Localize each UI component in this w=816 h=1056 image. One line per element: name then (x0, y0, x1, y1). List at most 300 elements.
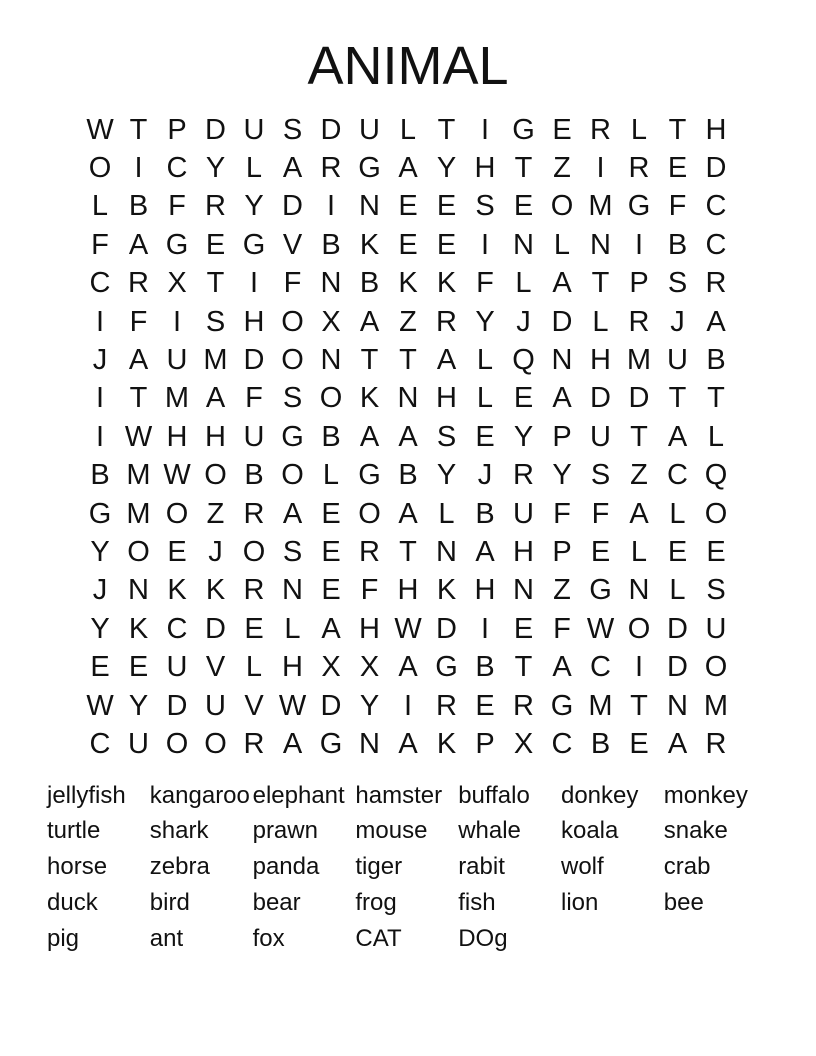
grid-letter[interactable]: F (553, 612, 571, 645)
grid-letter[interactable]: A (282, 152, 303, 185)
grid-letter[interactable]: E (513, 190, 534, 223)
grid-letter[interactable]: B (706, 344, 726, 377)
grid-letter[interactable]: E (513, 382, 534, 415)
grid-letter[interactable]: Y (90, 612, 110, 645)
grid-letter[interactable]: W (86, 113, 114, 146)
grid-letter[interactable]: I (634, 228, 644, 261)
grid-letter[interactable]: U (128, 727, 149, 760)
grid-letter[interactable]: N (359, 190, 380, 223)
grid-letter[interactable]: H (590, 344, 611, 377)
grid-letter[interactable]: A (552, 382, 572, 415)
grid-letter[interactable]: Z (553, 152, 571, 185)
grid-letter[interactable]: O (88, 152, 112, 185)
grid-letter[interactable]: T (360, 344, 379, 377)
grid-letter[interactable]: E (398, 228, 418, 261)
grid-letter[interactable]: A (398, 651, 418, 684)
grid-letter[interactable]: A (667, 420, 688, 453)
grid-letter[interactable]: J (516, 305, 531, 338)
word-list-item: shark (149, 817, 209, 845)
grid-letter[interactable]: F (476, 267, 494, 300)
grid-letter[interactable]: A (359, 420, 380, 453)
grid-letter[interactable]: W (124, 420, 153, 453)
grid-letter[interactable]: D (667, 651, 688, 684)
grid-letter[interactable]: L (630, 535, 648, 568)
grid-letter[interactable]: I (326, 190, 336, 223)
grid-letter[interactable]: B (667, 228, 688, 261)
grid-letter[interactable]: D (166, 689, 188, 722)
grid-letter[interactable]: T (129, 113, 148, 146)
grid-letter[interactable]: E (90, 651, 110, 684)
grid-letter[interactable]: F (283, 267, 302, 300)
grid-letter[interactable]: D (436, 612, 457, 645)
grid-letter[interactable]: E (706, 535, 726, 568)
grid-letter[interactable]: E (167, 535, 187, 568)
word-list-item: snake (663, 817, 728, 845)
grid-letter[interactable]: Y (436, 459, 457, 492)
grid-letter[interactable]: E (321, 535, 341, 568)
grid-letter[interactable]: Y (90, 535, 110, 568)
grid-letter[interactable]: A (282, 727, 303, 760)
grid-letter[interactable]: F (168, 190, 186, 223)
grid-letter[interactable]: B (398, 459, 418, 492)
grid-letter[interactable]: G (165, 228, 189, 261)
grid-letter[interactable]: I (634, 651, 644, 684)
grid-letter[interactable]: X (321, 651, 341, 684)
grid-letter[interactable]: S (282, 535, 303, 568)
grid-letter[interactable]: G (319, 727, 343, 760)
grid-letter[interactable]: X (167, 267, 187, 300)
grid-letter[interactable]: D (320, 113, 342, 146)
grid-letter[interactable]: S (590, 459, 611, 492)
grid-letter[interactable]: M (588, 689, 613, 722)
grid-letter[interactable]: F (591, 497, 610, 530)
grid-letter[interactable]: W (586, 612, 615, 645)
grid-letter[interactable]: I (480, 113, 490, 146)
grid-letter[interactable]: W (86, 689, 114, 722)
grid-letter[interactable]: U (166, 651, 188, 684)
grid-letter[interactable]: N (397, 382, 419, 415)
grid-letter[interactable]: K (359, 228, 380, 261)
grid-letter[interactable]: B (321, 420, 341, 453)
grid-letter[interactable]: D (205, 612, 226, 645)
grid-letter[interactable]: T (668, 113, 687, 146)
grid-letter[interactable]: S (205, 305, 226, 338)
grid-letter[interactable]: N (513, 574, 534, 607)
grid-letter[interactable]: C (166, 612, 188, 645)
grid-letter[interactable]: D (590, 382, 611, 415)
grid-letter[interactable]: E (205, 228, 226, 261)
grid-letter[interactable]: V (282, 228, 303, 261)
grid-letter[interactable]: W (394, 612, 422, 645)
grid-letter[interactable]: O (627, 612, 651, 645)
grid-letter[interactable]: X (321, 305, 341, 338)
grid-letter[interactable]: Y (205, 152, 226, 185)
grid-letter[interactable]: C (705, 228, 727, 261)
grid-letter[interactable]: E (244, 612, 264, 645)
word-list-item: duck (47, 888, 98, 916)
grid-letter[interactable]: E (321, 497, 341, 530)
grid-letter[interactable]: Y (513, 420, 534, 453)
grid-letter[interactable]: L (630, 113, 648, 146)
grid-letter[interactable]: U (359, 113, 380, 146)
grid-letter[interactable]: T (399, 535, 417, 568)
word-list-item: wolf (560, 853, 604, 881)
grid-letter[interactable]: M (588, 190, 613, 223)
grid-letter[interactable]: E (398, 190, 418, 223)
grid-letter[interactable]: U (243, 420, 265, 453)
grid-letter[interactable]: C (551, 727, 573, 760)
grid-letter[interactable]: A (321, 612, 341, 645)
grid-letter[interactable]: R (705, 267, 727, 300)
grid-letter[interactable]: L (284, 612, 301, 645)
grid-letter[interactable]: R (128, 267, 149, 300)
grid-letter[interactable]: P (552, 420, 572, 453)
grid-letter[interactable]: B (321, 228, 341, 261)
grid-letter[interactable]: R (320, 152, 342, 185)
grid-letter[interactable]: O (704, 651, 728, 684)
grid-letter[interactable]: K (205, 574, 226, 607)
grid-letter[interactable]: E (321, 574, 341, 607)
grid-letter[interactable]: U (705, 612, 727, 645)
grid-letter[interactable]: E (552, 113, 572, 146)
grid-letter[interactable]: H (397, 574, 419, 607)
grid-letter[interactable]: L (245, 152, 263, 185)
grid-letter[interactable]: N (628, 574, 650, 607)
grid-letter[interactable]: O (204, 459, 227, 492)
grid-letter[interactable]: A (667, 727, 688, 760)
grid-letter[interactable]: G (589, 574, 612, 607)
grid-letter[interactable]: G (242, 228, 266, 261)
grid-letter[interactable]: Z (630, 459, 648, 492)
grid-letter[interactable]: U (667, 344, 688, 377)
grid-letter[interactable]: G (88, 497, 112, 530)
grid-letter[interactable]: B (475, 497, 495, 530)
grid-letter[interactable]: T (399, 344, 417, 377)
word-list-item: panda (252, 853, 320, 881)
grid-letter[interactable]: R (205, 190, 226, 223)
grid-letter[interactable]: B (244, 459, 264, 492)
grid-letter[interactable]: T (707, 382, 725, 415)
grid-letter[interactable]: I (95, 382, 105, 415)
grid-letter[interactable]: F (668, 190, 687, 223)
grid-letter[interactable]: L (669, 497, 686, 530)
grid-letter[interactable]: Q (704, 459, 728, 492)
grid-letter[interactable]: T (630, 689, 648, 722)
word-list-item: kangaroo (149, 781, 250, 809)
grid-letter[interactable]: A (398, 497, 418, 530)
grid-letter[interactable]: E (475, 689, 495, 722)
grid-letter[interactable]: O (204, 727, 227, 760)
grid-letter[interactable]: F (553, 497, 571, 530)
grid-letter[interactable]: E (590, 535, 611, 568)
grid-letter[interactable]: N (436, 535, 457, 568)
grid-letter[interactable]: N (590, 228, 611, 261)
grid-letter[interactable]: T (668, 382, 687, 415)
grid-letter[interactable]: O (358, 497, 381, 530)
grid-letter[interactable]: K (359, 382, 380, 415)
grid-letter[interactable]: G (358, 459, 381, 492)
grid-letter[interactable]: J (670, 305, 685, 338)
grid-letter[interactable]: O (242, 535, 266, 568)
grid-letter[interactable]: A (706, 305, 726, 338)
grid-letter[interactable]: A (398, 727, 418, 760)
grid-letter[interactable]: E (667, 152, 688, 185)
grid-letter[interactable]: G (550, 689, 574, 722)
grid-letter[interactable]: A (128, 228, 149, 261)
grid-letter[interactable]: W (163, 459, 191, 492)
grid-letter[interactable]: I (480, 612, 490, 645)
grid-letter[interactable]: M (126, 497, 151, 530)
grid-letter[interactable]: O (281, 344, 304, 377)
grid-letter[interactable]: N (551, 344, 573, 377)
grid-letter[interactable]: O (704, 497, 728, 530)
grid-letter[interactable]: R (513, 689, 534, 722)
grid-letter[interactable]: F (129, 305, 148, 338)
grid-letter[interactable]: L (707, 420, 725, 453)
grid-letter[interactable]: A (475, 535, 495, 568)
grid-letter[interactable]: X (513, 727, 534, 760)
grid-letter[interactable]: T (591, 267, 610, 300)
grid-letter[interactable]: L (438, 497, 455, 530)
grid-letter[interactable]: D (243, 344, 265, 377)
grid-letter[interactable]: Q (512, 344, 535, 377)
grid-letter[interactable]: A (128, 344, 149, 377)
grid-letter[interactable]: Z (399, 305, 417, 338)
grid-letter[interactable]: F (360, 574, 379, 607)
grid-letter[interactable]: L (322, 459, 340, 492)
grid-letter[interactable]: H (474, 152, 496, 185)
grid-letter[interactable]: H (282, 651, 303, 684)
grid-letter[interactable]: N (320, 344, 342, 377)
grid-letter[interactable]: A (436, 344, 457, 377)
grid-letter[interactable]: E (436, 190, 457, 223)
grid-letter[interactable]: O (550, 190, 574, 223)
grid-letter[interactable]: I (95, 305, 105, 338)
grid-letter[interactable]: R (243, 497, 265, 530)
grid-letter[interactable]: B (590, 727, 611, 760)
grid-letter[interactable]: I (596, 152, 605, 185)
grid-letter[interactable]: N (282, 574, 303, 607)
grid-letter[interactable]: L (515, 267, 532, 300)
grid-letter[interactable]: U (205, 689, 226, 722)
grid-letter[interactable]: R (590, 113, 611, 146)
grid-letter[interactable]: D (320, 689, 342, 722)
grid-letter[interactable]: E (513, 612, 534, 645)
grid-letter[interactable]: K (436, 727, 457, 760)
grid-letter[interactable]: P (475, 727, 495, 760)
grid-letter[interactable]: R (628, 305, 650, 338)
grid-letter[interactable]: C (667, 459, 688, 492)
grid-letter[interactable]: O (319, 382, 343, 415)
letter-grid (0, 111, 816, 764)
grid-letter[interactable]: I (480, 228, 490, 261)
grid-letter[interactable]: C (590, 651, 611, 684)
grid-letter[interactable]: M (626, 344, 652, 377)
grid-letter[interactable]: I (95, 420, 105, 453)
grid-letter[interactable]: M (203, 344, 228, 377)
grid-letter[interactable]: R (436, 305, 457, 338)
grid-letter[interactable]: G (281, 420, 304, 453)
grid-letter[interactable]: T (129, 382, 148, 415)
grid-letter[interactable]: R (513, 459, 534, 492)
grid-letter[interactable]: K (167, 574, 187, 607)
grid-letter[interactable]: Y (475, 305, 495, 338)
grid-letter[interactable]: H (474, 574, 496, 607)
grid-letter[interactable]: I (249, 267, 259, 300)
grid-letter[interactable]: L (669, 574, 686, 607)
grid-letter[interactable]: T (514, 651, 533, 684)
grid-letter[interactable]: G (627, 190, 651, 223)
grid-letter[interactable]: M (164, 382, 190, 415)
grid-letter[interactable]: R (243, 574, 265, 607)
grid-letter[interactable]: Y (552, 459, 572, 492)
grid-letter[interactable]: H (705, 113, 727, 146)
grid-letter[interactable]: F (91, 228, 109, 261)
grid-letter[interactable]: W (278, 689, 307, 722)
grid-letter[interactable]: A (205, 382, 226, 415)
grid-letter[interactable]: L (553, 228, 571, 261)
grid-letter[interactable]: D (551, 305, 573, 338)
grid-letter[interactable]: S (282, 382, 303, 415)
grid-letter[interactable]: H (436, 382, 457, 415)
grid-letter[interactable]: R (243, 727, 265, 760)
grid-letter[interactable]: N (359, 727, 380, 760)
grid-letter[interactable]: L (476, 344, 494, 377)
grid-letter[interactable]: E (475, 420, 495, 453)
grid-letter[interactable]: K (436, 267, 457, 300)
grid-letter[interactable]: C (166, 152, 188, 185)
grid-letter[interactable]: H (359, 612, 380, 645)
grid-letter[interactable]: R (705, 727, 727, 760)
grid-letter[interactable]: N (128, 574, 149, 607)
grid-letter[interactable]: H (513, 535, 534, 568)
word-list-item: prawn (252, 817, 318, 845)
grid-letter[interactable]: J (92, 344, 108, 377)
grid-letter[interactable]: G (358, 152, 381, 185)
grid-letter[interactable]: S (282, 113, 303, 146)
grid-letter[interactable]: E (436, 228, 457, 261)
grid-letter[interactable]: R (359, 535, 380, 568)
grid-letter[interactable]: E (128, 651, 149, 684)
grid-letter[interactable]: O (127, 535, 150, 568)
grid-letter[interactable]: C (705, 190, 727, 223)
grid-letter[interactable]: D (205, 113, 226, 146)
grid-letter[interactable]: U (243, 113, 265, 146)
grid-letter[interactable]: Y (359, 689, 380, 722)
grid-letter[interactable]: G (512, 113, 535, 146)
grid-letter[interactable]: T (437, 113, 456, 146)
grid-letter[interactable]: N (667, 689, 688, 722)
grid-letter[interactable]: S (706, 574, 726, 607)
grid-letter[interactable]: J (477, 459, 493, 492)
grid-letter[interactable]: M (126, 459, 151, 492)
grid-letter[interactable]: U (590, 420, 611, 453)
grid-letter[interactable]: R (436, 689, 457, 722)
grid-letter[interactable]: T (514, 152, 533, 185)
grid-letter[interactable]: L (476, 382, 494, 415)
grid-letter[interactable]: L (91, 190, 109, 223)
word-list (47, 778, 816, 957)
grid-letter[interactable]: A (282, 497, 303, 530)
grid-letter[interactable]: H (205, 420, 226, 453)
grid-letter[interactable]: C (89, 727, 111, 760)
grid-letter[interactable]: B (359, 267, 380, 300)
grid-letter[interactable]: T (206, 267, 225, 300)
grid-letter[interactable]: J (208, 535, 223, 568)
grid-letter[interactable]: P (552, 535, 572, 568)
grid-letter[interactable]: Z (206, 497, 225, 530)
grid-letter[interactable]: B (128, 190, 149, 223)
grid-letter[interactable]: U (513, 497, 534, 530)
grid-letter[interactable]: A (629, 497, 649, 530)
grid-letter[interactable]: D (705, 152, 727, 185)
grid-letter[interactable]: E (629, 727, 649, 760)
grid-letter[interactable]: B (90, 459, 110, 492)
grid-letter[interactable]: R (628, 152, 650, 185)
grid-letter[interactable]: D (628, 382, 650, 415)
grid-letter[interactable]: V (244, 689, 264, 722)
grid-letter[interactable]: N (513, 228, 534, 261)
grid-letter[interactable]: K (436, 574, 457, 607)
grid-letter[interactable]: X (359, 651, 380, 684)
grid-letter[interactable]: J (92, 574, 108, 607)
grid-letter[interactable]: D (282, 190, 303, 223)
grid-letter[interactable]: O (165, 727, 189, 760)
grid-letter[interactable]: H (166, 420, 188, 453)
grid-letter[interactable]: A (398, 152, 418, 185)
grid-letter[interactable]: F (245, 382, 263, 415)
grid-letter[interactable]: M (703, 689, 729, 722)
grid-letter[interactable]: Z (553, 574, 571, 607)
grid-letter[interactable]: P (167, 113, 187, 146)
grid-letter[interactable]: L (245, 651, 263, 684)
grid-letter[interactable]: K (128, 612, 149, 645)
grid-letter[interactable]: K (398, 267, 418, 300)
word-list-item: rabit (458, 853, 505, 881)
grid-letter[interactable]: I (134, 152, 143, 185)
grid-letter[interactable]: S (667, 267, 688, 300)
grid-letter[interactable]: V (205, 651, 226, 684)
grid-letter[interactable]: L (399, 113, 417, 146)
grid-letter[interactable]: B (475, 651, 495, 684)
grid-letter[interactable]: G (435, 651, 458, 684)
grid-letter[interactable]: S (475, 190, 495, 223)
grid-letter[interactable]: L (592, 305, 609, 338)
grid-letter[interactable]: T (630, 420, 648, 453)
word-list-item: fish (458, 888, 496, 916)
grid-letter[interactable]: O (281, 305, 304, 338)
grid-letter[interactable]: D (667, 612, 688, 645)
grid-letter[interactable]: O (281, 459, 304, 492)
grid-letter[interactable]: A (359, 305, 380, 338)
grid-letter[interactable]: S (436, 420, 457, 453)
grid-letter[interactable]: Y (244, 190, 264, 223)
grid-letter[interactable]: O (165, 497, 189, 530)
grid-letter[interactable]: P (629, 267, 649, 300)
grid-letter[interactable]: A (552, 267, 572, 300)
grid-letter[interactable]: I (403, 689, 413, 722)
grid-letter[interactable]: Y (128, 689, 149, 722)
grid-letter[interactable]: Y (436, 152, 457, 185)
grid-letter[interactable]: E (667, 535, 688, 568)
grid-letter[interactable]: A (398, 420, 418, 453)
grid-letter[interactable]: N (320, 267, 342, 300)
grid-letter[interactable]: C (89, 267, 111, 300)
grid-letter[interactable]: A (552, 651, 572, 684)
grid-letter[interactable]: I (172, 305, 182, 338)
grid-letter[interactable]: U (166, 344, 188, 377)
grid-letter[interactable]: H (243, 305, 265, 338)
